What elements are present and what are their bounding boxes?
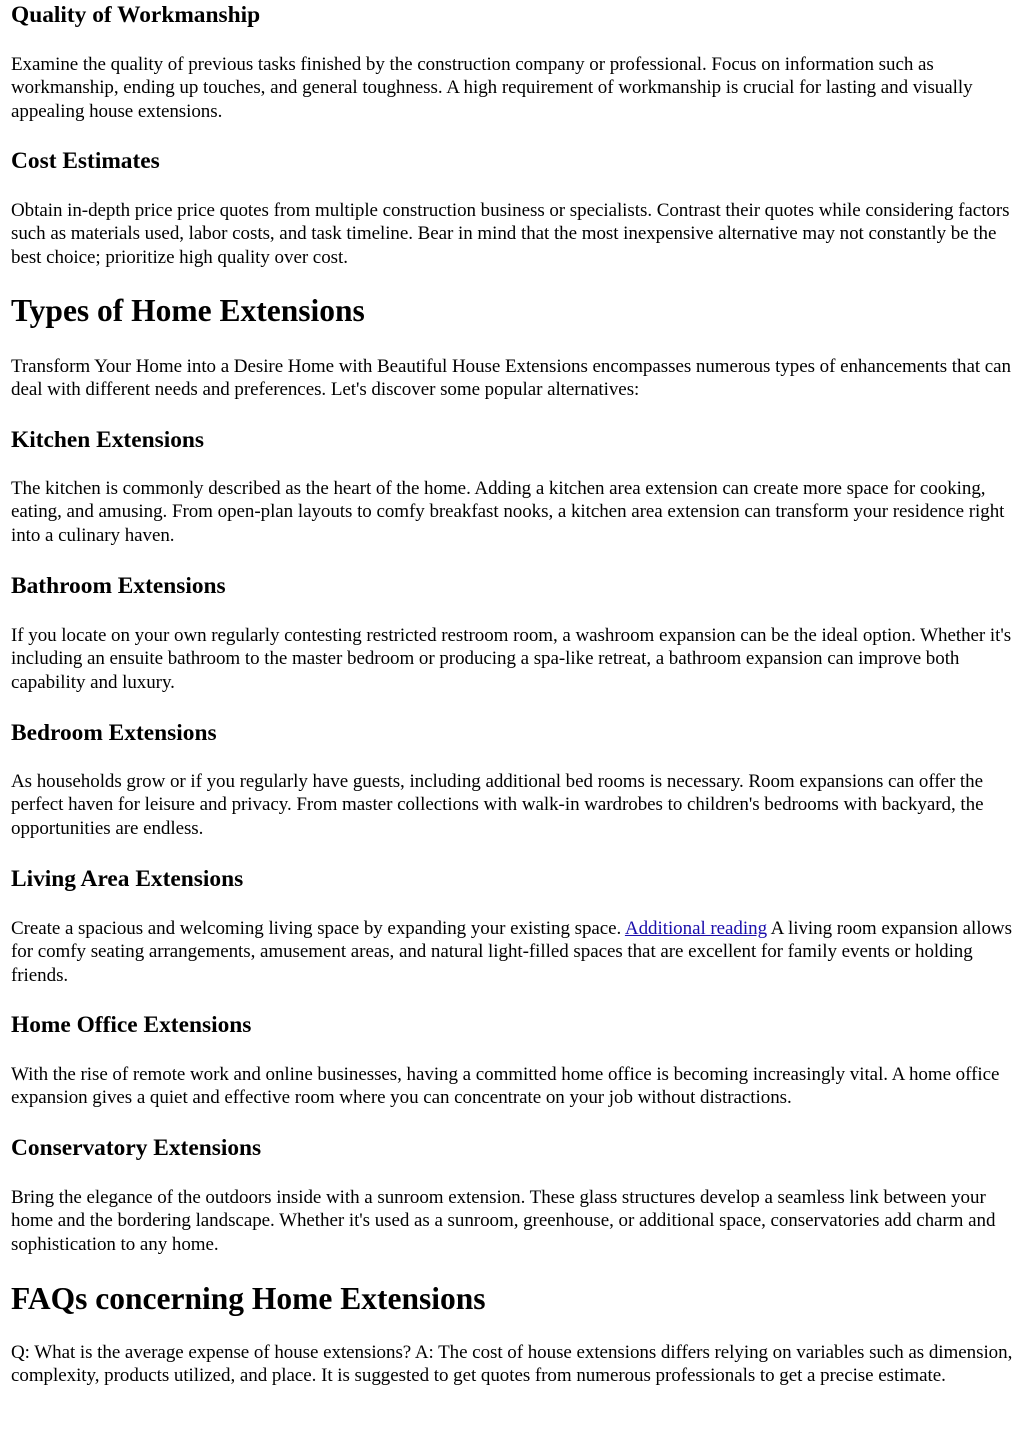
living-heading: Living Area Extensions <box>11 866 244 892</box>
types-paragraph: Transform Your Home into a Desire Home with Beautiful House Extensions encompasses numerous types of enhancements that can deal with different needs and preferences. Let's discover some popular alternatives: <box>11 356 1012 401</box>
office-paragraph: With the rise of remote work and online businesses, having a committed home office is becoming increasingly vital. A home office expansion gives a quiet and effective room where you can concentrate on your job without distractions. <box>11 1064 1000 1109</box>
faq-paragraph: Q: What is the average expense of house extensions? A: The cost of house extensions differs relying on variables such as dimension, complexity, products utilized, and place. It is suggested to get quotes from numerous professionals to get a precise estimate. <box>11 1342 1013 1387</box>
kitchen-heading: Kitchen Extensions <box>11 427 204 453</box>
faq-heading: FAQs concerning Home Extensions <box>11 1281 486 1316</box>
conservatory-heading: Conservatory Extensions <box>11 1135 262 1161</box>
bedroom-heading: Bedroom Extensions <box>11 720 217 746</box>
additional-reading-link[interactable]: Additional reading <box>624 918 768 939</box>
office-heading: Home Office Extensions <box>11 1012 252 1038</box>
bathroom-paragraph: If you locate on your own regularly contesting restricted restroom room, a washroom expansion can be the ideal option. Whether it's including an ensuite bathroom to the master bedroom or producing a spa-like retreat, a bathroom expansion can improve both capability and luxury. <box>11 625 1012 693</box>
types-heading: Types of Home Extensions <box>11 293 365 328</box>
quality-paragraph: Examine the quality of previous tasks finished by the construction company or professional. Focus on information such as workmanship, ending up touches, and general toughness. A high requirement of workmanship is crucial for lasting and visually appealing house extensions. <box>11 54 973 122</box>
conservatory-paragraph: Bring the elegance of the outdoors inside with a sunroom extension. These glass structures develop a seamless link between your home and the bordering landscape. Whether it's used as a sunroom, greenhouse, or additional space, conservatories add charm and sophistication to any home. <box>11 1187 996 1255</box>
living-text-after: A living room expansion allows for comfy seating arrangements, amusement areas, and natural light-filled spaces that are excellent for family events or holding friends. <box>11 918 1012 986</box>
bedroom-paragraph: As households grow or if you regularly have guests, including additional bed rooms is necessary. Room expansions can offer the perfect haven for leisure and privacy. From master collections with walk-in wardrobes to children's bedrooms with backyard, the opportunities are endless. <box>11 771 984 839</box>
bathroom-heading: Bathroom Extensions <box>11 573 226 599</box>
cost-heading: Cost Estimates <box>11 148 160 174</box>
quality-heading: Quality of Workmanship <box>11 2 261 28</box>
living-text-before: Create a spacious and welcoming living space by expanding your existing space. <box>11 918 625 939</box>
cost-paragraph: Obtain in-depth price price quotes from multiple construction business or specialists. Contrast their quotes while considering factors such as materials used, labor costs, and task timeline. Bear in mind that the most inexpensive alternative may not constantly be the best choice; prioritize high quality over cost. <box>11 200 1010 268</box>
living-paragraph <box>11 917 1015 987</box>
kitchen-paragraph: The kitchen is commonly described as the heart of the home. Adding a kitchen area extension can create more space for cooking, eating, and amusing. From open-plan layouts to comfy breakfast nooks, a kitchen area extension can transform your residence right into a culinary haven. <box>11 478 1005 546</box>
